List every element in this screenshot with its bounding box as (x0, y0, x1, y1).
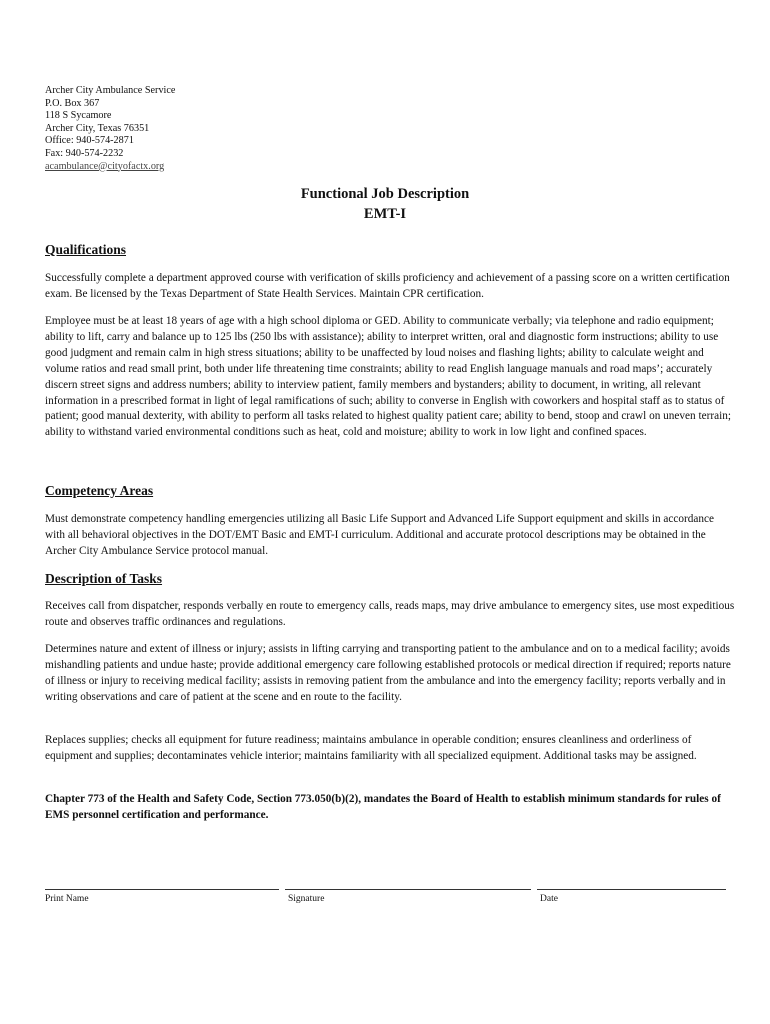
qualifications-paragraph-1-block (45, 271, 735, 303)
city-state-zip: Archer City, Texas 76351 (45, 122, 150, 134)
date-line[interactable] (537, 889, 726, 890)
qualifications-paragraph-2-block (45, 314, 735, 441)
tasks-paragraph-2-block (45, 642, 735, 706)
statute-block (45, 792, 735, 824)
signature-label: Signature (288, 894, 325, 904)
qualifications-heading-block (45, 242, 735, 258)
tasks-paragraph-1-block (45, 599, 735, 631)
competency-paragraph: Must demonstrate competency handling emergencies utilizing all Basic Life Support and Advanced Life Support equipment and skills in accordance with all behavioral objectives in the DOT/EMT Basic and EMT-I curriculum. Additional and accurate protocol descriptions may be obtained in the Archer City Ambulance Service protocol manual. (45, 513, 714, 557)
qualifications-paragraph: Employee must be at least 18 years of age with a high school diploma or GED. Ability to communicate verbally; via telephone and radio equipment; ability to lift, carry and balance up to 125 lbs (250 lbs with assistance); ability to interpret written, oral and diagnostic form instructions; ability to use good judgment and remain calm in high stress situations; ability to be unaffected by loud noises and flashing lights; ability to calculate weight and volume ratios and read small print, both under life threatening time constraints; ability to read English language manuals and road maps’; accurately discern street signs and address numbers; ability to interview patient, family members and bystanders; ability to document, in writing, all relevant information in a prescribed format in light of legal ramifications of such; ability to converse in English with coworkers and hospital staff as to status of patient; good manual dexterity, with ability to perform all tasks related to highest quality patient care; ability to bend, stoop and crawl on uneven terrain; ability to withstand varied environmental conditions such as heat, cold and moisture; ability to work in low light and confined spaces. (45, 315, 731, 439)
competency-heading-block (45, 483, 735, 499)
signature-line[interactable] (285, 889, 531, 890)
office-phone: Office: 940-574-2871 (45, 135, 134, 147)
document-subtitle: EMT-I (363, 206, 407, 222)
print-name-line[interactable] (45, 889, 279, 890)
competency-paragraph-block (45, 512, 735, 560)
tasks-paragraph: Receives call from dispatcher, responds verbally en route to emergency calls, reads maps, may drive ambulance to emergency sites, use most expeditious route and observes traffic ordinances and regulations. (45, 600, 735, 628)
qualifications-heading: Qualifications (45, 242, 127, 257)
letterhead (45, 85, 175, 173)
tasks-paragraph: Determines nature and extent of illness or injury; assists in lifting carrying and transporting patient to the ambulance and on to a medical facility; avoids mishandling patients and undue haste; provide additional emergency care following established protocols or medical direction if required; reports nature of illness or injury to receiving medical facility; assists in removing patient from the ambulance and into the emergency facility; reports verbally and in writing observations and care of patient at the scene and en route to the facility. (45, 643, 731, 703)
document-title: Functional Job Description (300, 186, 470, 202)
email-link[interactable]: acambulance@cityofactx.org (45, 160, 165, 172)
po-box: P.O. Box 367 (45, 97, 100, 109)
qualifications-paragraph: Successfully complete a department approved course with verification of skills proficiency and achievement of a passing score on a written certification exam. Be licensed by the Texas Department of State Health Services. Maintain CPR certification. (45, 272, 730, 300)
street-address: 118 S Sycamore (45, 110, 112, 122)
competency-heading: Competency Areas (45, 483, 154, 498)
print-name-label: Print Name (45, 894, 89, 904)
tasks-paragraph: Replaces supplies; checks all equipment for future readiness; maintains ambulance in operable condition; ensures cleanliness and orderliness of equipment and supplies; decontaminates vehicle interior; maintains familiarity with all specialized equipment. Additional tasks may be assigned. (45, 734, 697, 762)
tasks-heading: Description of Tasks (45, 571, 163, 586)
date-label: Date (540, 894, 558, 904)
tasks-paragraph-3-block (45, 733, 735, 765)
fax-number: Fax: 940-574-2232 (45, 147, 124, 159)
tasks-heading-block (45, 571, 735, 587)
statute-notice: Chapter 773 of the Health and Safety Code, Section 773.050(b)(2), mandates the Board of Health to establish minimum standards for rules of EMS personnel certification and performance. (45, 793, 721, 821)
organization-name: Archer City Ambulance Service (45, 85, 176, 96)
